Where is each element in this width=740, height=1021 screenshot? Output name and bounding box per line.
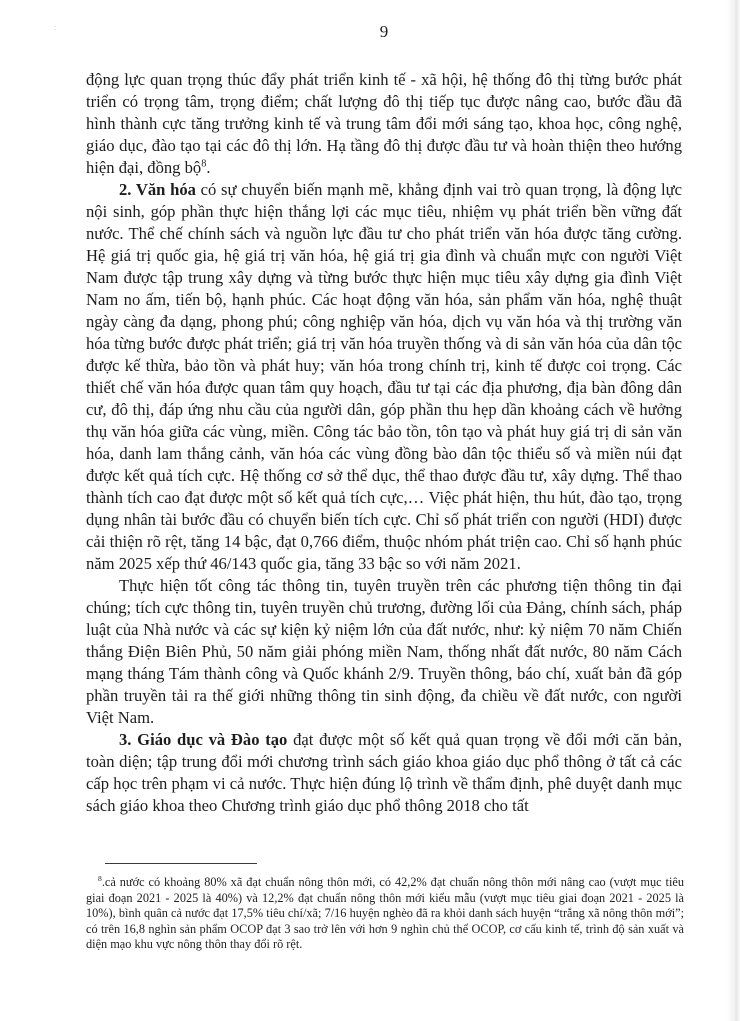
text-run: . — [206, 158, 211, 177]
page-number: 9 — [379, 22, 389, 41]
bold-heading-run: 2. Văn hóa — [119, 180, 196, 199]
text-run: động lực quan trọng thúc đẩy phát triển kinh tế - xã hội, hệ thống đô thị từng bước phát triển có trọng tâm, trọng điểm; chất lượng đô thị tiếp tục được nâng cao, bước đầu đã hình thành cực tăng trưởng kinh tế và trung tâm đổi mới sáng tạo, khoa học, công nghệ, giáo dục, đào tạo tại các đô thị lớn. Hạ tầng đô thị được đầu tư và hoàn thiện theo hướng hiện đại, đồng bộ — [86, 70, 682, 177]
document-body — [86, 69, 682, 817]
footnote-text: .cả nước có khoảng 80% xã đạt chuẩn nông thôn mới, có 42,2% đạt chuẩn nông thôn mới nâng cao (vượt mục tiêu giai đoạn 2021 - 2025 là 40%) và 12,2% đạt chuẩn nông thôn mới kiểu mẫu (vượt mục tiêu giai đoạn 2021 - 2025 là 10%), bình quân cả nước đạt 17,5% tiêu chí/xã; 7/16 huyện nghèo đã ra khỏi danh sách huyện “trắng xã nông thôn mới”; có trên 16,8 nghìn sản phẩm OCOP đạt 3 sao trở lên với hơn 9 nghìn chủ thể OCOP, cơ cấu kinh tế, trình độ sản xuất và diện mạo khu vực nông thôn thay đổi rõ rệt. — [86, 875, 684, 952]
footnote-marker: 8 — [98, 873, 102, 883]
footnote-separator — [105, 863, 257, 864]
paragraph — [86, 69, 682, 179]
paragraph — [86, 575, 682, 729]
text-run: Thực hiện tốt công tác thông tin, tuyên truyền trên các phương tiện thông tin đại chúng; tích cực thông tin, tuyên truyền chủ trương, đường lối của Đảng, chính sách, pháp luật của Nhà nước và các sự kiện kỷ niệm lớn của đất nước, như: kỷ niệm 70 năm Chiến thắng Điện Biên Phủ, 50 năm giải phóng miền Nam, thống nhất đất nước, 80 năm Cách mạng tháng Tám thành công và Quốc khánh 2/9. Truyền thông, báo chí, xuất bản đã góp phần truyền tải ra thế giới những thông tin sinh động, đa chiều về đất nước, con người Việt Nam. — [86, 576, 682, 727]
paragraph — [86, 729, 682, 817]
footnote-reference: 8 — [201, 158, 207, 170]
text-run: đạt được một số kết quả quan trọng về đổi mới căn bản, toàn diện; tập trung đổi mới chương trình sách giáo khoa giáo dục phổ thông ở tất cả các cấp học trên phạm vi cả nước. Thực hiện đúng lộ trình về thẩm định, phê duyệt danh mục sách giáo khoa theo Chương trình giáo dục phổ thông 2018 cho tất — [86, 730, 682, 815]
footnote — [86, 875, 684, 953]
paragraph — [86, 179, 682, 575]
text-run: có sự chuyển biến mạnh mẽ, khẳng định vai trò quan trọng, là động lực nội sinh, góp phần thực hiện thắng lợi các mục tiêu, nhiệm vụ phát triển bền vững đất nước. Thể chế chính sách và nguồn lực đầu tư cho phát triển văn hóa được tăng cường. Hệ giá trị quốc gia, hệ giá trị văn hóa, hệ giá trị gia đình và chuẩn mực con người Việt Nam được tập trung xây dựng và từng bước thực hiện mục tiêu xây dựng gia đình Việt Nam no ấm, tiến bộ, hạnh phúc. Các hoạt động văn hóa, sản phẩm văn hóa, nghệ thuật ngày càng đa dạng, phong phú; công nghiệp văn hóa, dịch vụ văn hóa và thị trường văn hóa từng bước được phát triển; giá trị văn hóa truyền thống và di sản văn hóa của dân tộc được kế thừa, bảo tồn và phát huy; văn hóa trong chính trị, kinh tế được coi trọng. Các thiết chế văn hóa được quan tâm quy hoạch, đầu tư tại các địa phương, địa bàn đông dân cư, đô thị, đáp ứng nhu cầu của người dân, góp phần thu hẹp dần khoảng cách về hưởng thụ văn hóa giữa các vùng, miền. Công tác bảo tồn, tôn tạo và phát huy giá trị di sản văn hóa, danh lam thắng cảnh, văn hóa các vùng đồng bào dân tộc thiểu số và miền núi đạt được kết quả tích cực. Hệ thống cơ sở thể dục, thể thao được đầu tư, xây dựng. Thể thao thành tích cao đạt được một số kết quả tích cực,… Việc phát hiện, thu hút, đào tạo, trọng dụng nhân tài bước đầu có chuyển biến tích cực. Chỉ số phát triển con người (HDI) được cải thiện rõ rệt, tăng 14 bậc, đạt 0,766 điểm, thuộc nhóm phát triện cao. Chỉ số hạnh phúc năm 2025 xếp thứ 46/143 quốc gia, tăng 33 bậc so với năm 2021. — [86, 180, 683, 573]
bold-heading-run: 3. Giáo dục và Đào tạo — [119, 730, 288, 749]
scan-edge-shadow — [726, 0, 740, 1021]
scan-artifact: . . — [54, 20, 59, 32]
